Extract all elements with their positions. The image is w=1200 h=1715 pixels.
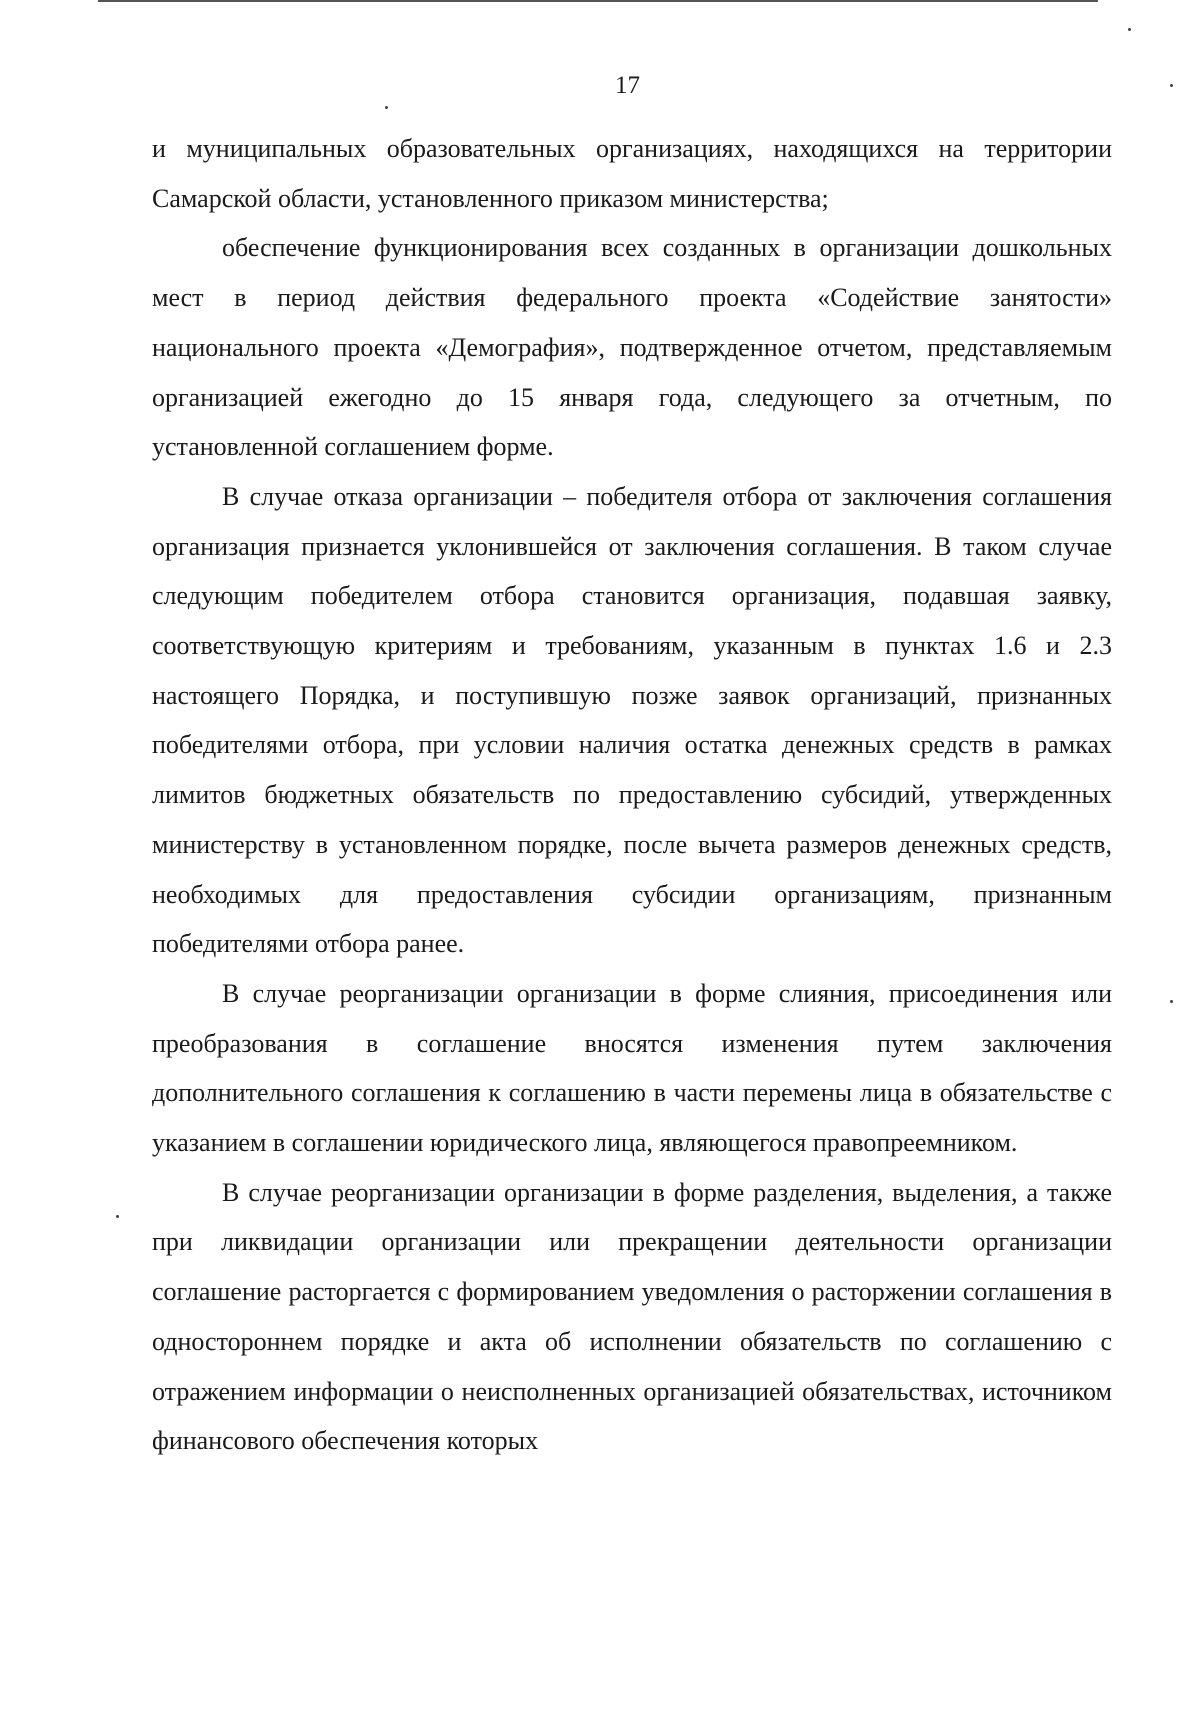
page-number: 17 (615, 72, 640, 99)
scan-speck (385, 106, 388, 109)
body-text (152, 124, 1112, 1466)
paragraph: и муниципальных образовательных организациях, находящихся на территории Самарской области, установленного приказом министерства; (152, 134, 1112, 213)
scan-speck (1128, 28, 1131, 31)
scan-speck (116, 1215, 119, 1218)
scan-top-edge (98, 0, 1098, 2)
paragraph: обеспечение функционирования всех созданных в организации дошкольных мест в период действия федерального проекта «Содействие занятости» национального проекта «Демография», подтвержденное отчетом, представляемым организацией ежегодно до 15 января года, следующего за отчетным, по установленной соглашением форме. (152, 233, 1112, 462)
paragraph: В случае отказа организации – победителя отбора от заключения соглашения организация признается уклонившейся от заключения соглашения. В таком случае следующим победителем отбора становится организация, подавшая заявку, соответствующую критериям и требованиям, указанным в пунктах 1.6 и 2.3 настоящего Порядка, и поступившую позже заявок организаций, признанных победителями отбора, при условии наличия остатка денежных средств в рамках лимитов бюджетных обязательств по предоставлению субсидий, утвержденных министерству в установленном порядке, после вычета размеров денежных средств, необходимых для предоставления субсидии организациям, признанным победителями отбора ранее. (152, 481, 1112, 959)
paragraph: В случае реорганизации организации в форме слияния, присоединения или преобразования в соглашение вносятся изменения путем заключения дополнительного соглашения к соглашению в части перемены лица в обязательстве с указанием в соглашении юридического лица, являющегося правопреемником. (152, 978, 1112, 1158)
scan-speck (1170, 1000, 1173, 1003)
paragraph: В случае реорганизации организации в форме разделения, выделения, а также при ликвидации организации или прекращении деятельности организации соглашение расторгается с формированием уведомления о расторжении соглашения в одностороннем порядке и акта об исполнении обязательств по соглашению с отражением информации о неисполненных организацией обязательствах, источником финансового обеспечения которых (152, 1177, 1112, 1456)
